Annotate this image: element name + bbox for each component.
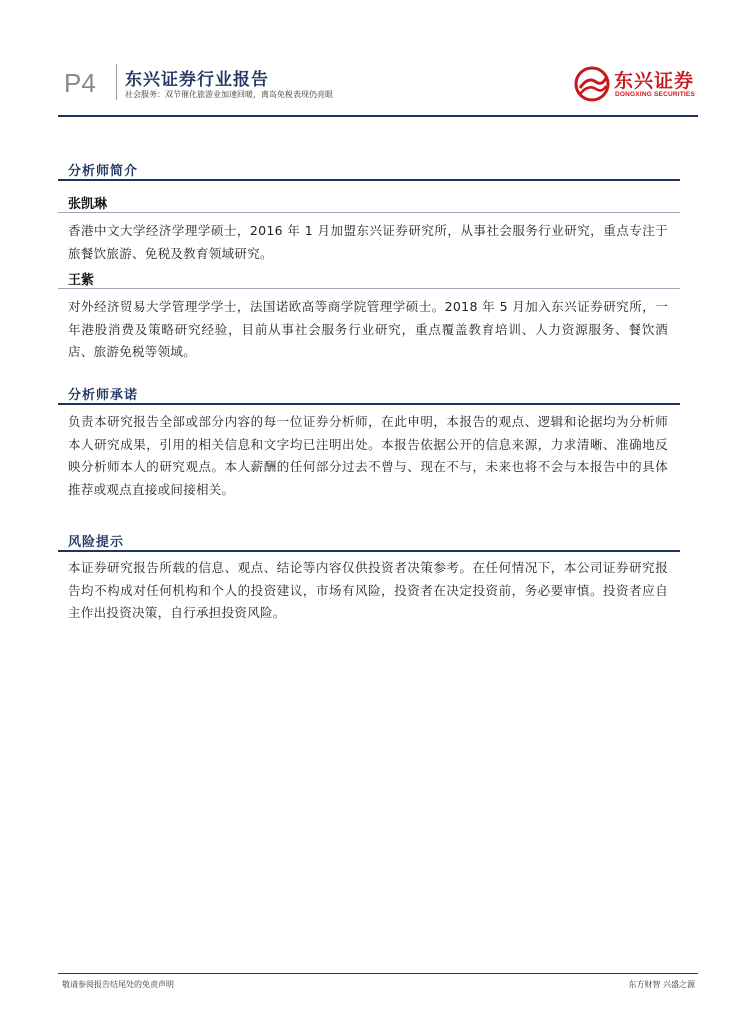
header-rule: [58, 115, 698, 117]
analyst-bio: 香港中文大学经济学理学硕士，2016 年 1 月加盟东兴证券研究所，从事社会服务行业研究，重点专注于旅餐饮旅游、免税及教育领域研究。: [68, 223, 668, 261]
logo-mark-icon: [574, 66, 610, 102]
section-rule: [58, 403, 680, 405]
footer-slogan: 东方财智 兴盛之源: [628, 980, 695, 989]
section-rule: [58, 179, 680, 181]
logo-text-cn: 东兴证券: [614, 70, 695, 92]
section-rule: [58, 550, 680, 552]
analyst-divider: [58, 288, 680, 289]
risk-text: 本证券研究报告所载的信息、观点、结论等内容仅供投资者决策参考。在任何情况下，本公司证券研究报告均不构成对任何机构和个人的投资建议，市场有风险，投资者在决定投资前，务必要审慎。投资者应自主作出投资决策，自行承担投资风险。: [68, 560, 668, 620]
section-title-commitment: 分析师承诺: [68, 388, 139, 403]
footer-rule: [58, 973, 698, 974]
report-header: [58, 58, 698, 114]
report-subtitle: 社会服务：双节催化旅游业加速回暖，离岛免税表现仍亮眼: [125, 90, 333, 99]
analyst-bio: 对外经济贸易大学管理学学士，法国诺欧高等商学院管理学硕士。2018 年 5 月加入东兴证券研究所，一年港股消费及策略研究经验，目前从事社会服务行业研究，重点覆盖教育培训、人力资源服务、餐饮酒店、旅游免税等领域。: [68, 299, 668, 359]
header-divider: [116, 64, 117, 100]
company-logo: [574, 66, 704, 104]
analyst-name: 王紫: [68, 273, 95, 288]
logo-text-en: DONGXING SECURITIES: [615, 91, 696, 98]
commitment-text: 负责本研究报告全部或部分内容的每一位证券分析师，在此申明，本报告的观点、逻辑和论据均为分析师本人研究成果，引用的相关信息和文字均已注明出处。本报告依据公开的信息来源，力求清晰、准确地反映分析师本人的研究观点。本人薪酬的任何部分过去不曾与、现在不与，未来也将不会与本报告中的具体推荐或观点直接或间接相关。: [68, 414, 668, 497]
section-title-risk: 风险提示: [68, 535, 125, 550]
analyst-divider: [58, 212, 680, 213]
page-number: P4: [64, 68, 96, 98]
section-title-intro: 分析师简介: [68, 164, 139, 179]
analyst-name: 张凯琳: [68, 197, 108, 212]
footer-disclaimer: 敬请参阅报告结尾处的免责声明: [62, 980, 174, 989]
report-title: 东兴证券行业报告: [125, 70, 269, 90]
